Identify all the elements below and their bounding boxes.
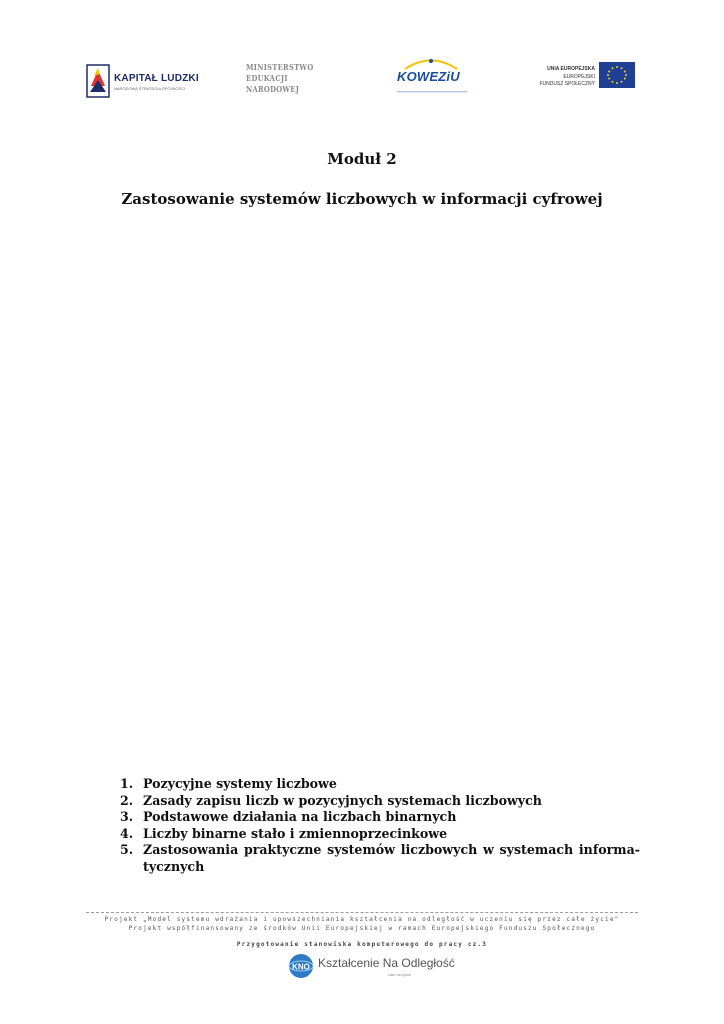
- eu-flag-icon: [599, 62, 635, 88]
- kapital-ludzki-subtitle: NARODOWA STRATEGIA SPÓJNOŚCI: [114, 86, 186, 91]
- list-item-text: Podstawowe działania na liczbach binarnych: [143, 809, 457, 824]
- unia-line-3: FUNDUSZ SPOŁECZNY: [539, 81, 595, 87]
- list-item: [120, 776, 640, 793]
- list-item: [120, 842, 640, 875]
- kno-logo-subtitle: cało na życie: [388, 972, 412, 977]
- kno-logo-text: Kształcenie Na Odległość: [318, 956, 455, 970]
- kapital-ludzki-emblem-icon: [86, 64, 110, 98]
- kno-mark-text: KNO: [292, 962, 310, 972]
- koweziu-arc-icon: [401, 56, 461, 70]
- ministerstwo-edukacji-logo: [246, 62, 316, 102]
- list-item-number: 3.: [120, 809, 134, 824]
- kapital-ludzki-logo: [86, 64, 198, 100]
- ministerstwo-line-2: EDUKACJI: [246, 73, 288, 83]
- unia-line-1: UNIA EUROPEJSKA: [547, 66, 595, 72]
- list-item: [120, 826, 640, 843]
- kapital-ludzki-title: KAPITAŁ LUDZKI: [114, 73, 199, 84]
- ministerstwo-line-1: MINISTERSTWO: [246, 62, 314, 72]
- topics-list: [120, 776, 640, 875]
- unia-line-2: EUROPEJSKI: [563, 74, 595, 80]
- footer-project-line: Projekt „Model systemu wdrażania i upowszechniania kształcenia na odległość w uczeniu się przez całe życie": [104, 916, 620, 923]
- list-item-number: 4.: [120, 825, 134, 841]
- list-item: [120, 809, 640, 826]
- kno-globe-icon: [288, 953, 314, 979]
- document-title: Zastosowanie systemów liczbowych w informacji cyfrowej: [121, 190, 603, 208]
- list-item: [120, 793, 640, 810]
- list-item-number: 5.: [120, 842, 134, 857]
- ministerstwo-line-3: NARODOWEJ: [246, 84, 300, 94]
- list-item-text: Pozycyjne systemy liczbowe: [143, 776, 337, 791]
- koweziu-tagline-icon: [397, 89, 467, 95]
- module-title: Moduł 2: [327, 150, 397, 168]
- footer-funding-line: Projekt współfinansowany ze środków Unii Europejskiej w ramach Europejskiego Funduszu Społecznego: [128, 925, 596, 932]
- unia-europejska-logo: [539, 62, 635, 94]
- list-item-text: Zasady zapisu liczb w pozycyjnych systemach liczbowych: [143, 792, 542, 808]
- koweziu-name: KOWEZiU: [397, 69, 460, 84]
- footer-course-line: Przygotowanie stanowiska komputerowego do pracy cz.3: [236, 941, 488, 948]
- list-item-text: Zastosowania praktyczne systemów liczbowych w systemach informa-tycznych: [143, 842, 640, 874]
- list-item-number: 2.: [120, 792, 134, 808]
- footer-divider: [86, 912, 638, 913]
- ksztalcenie-na-odleglosc-logo: [288, 953, 455, 981]
- list-item-number: 1.: [120, 776, 134, 791]
- koweziu-logo: [393, 56, 471, 102]
- list-item-text: Liczby binarne stało i zmiennoprzecinkowe: [143, 825, 448, 841]
